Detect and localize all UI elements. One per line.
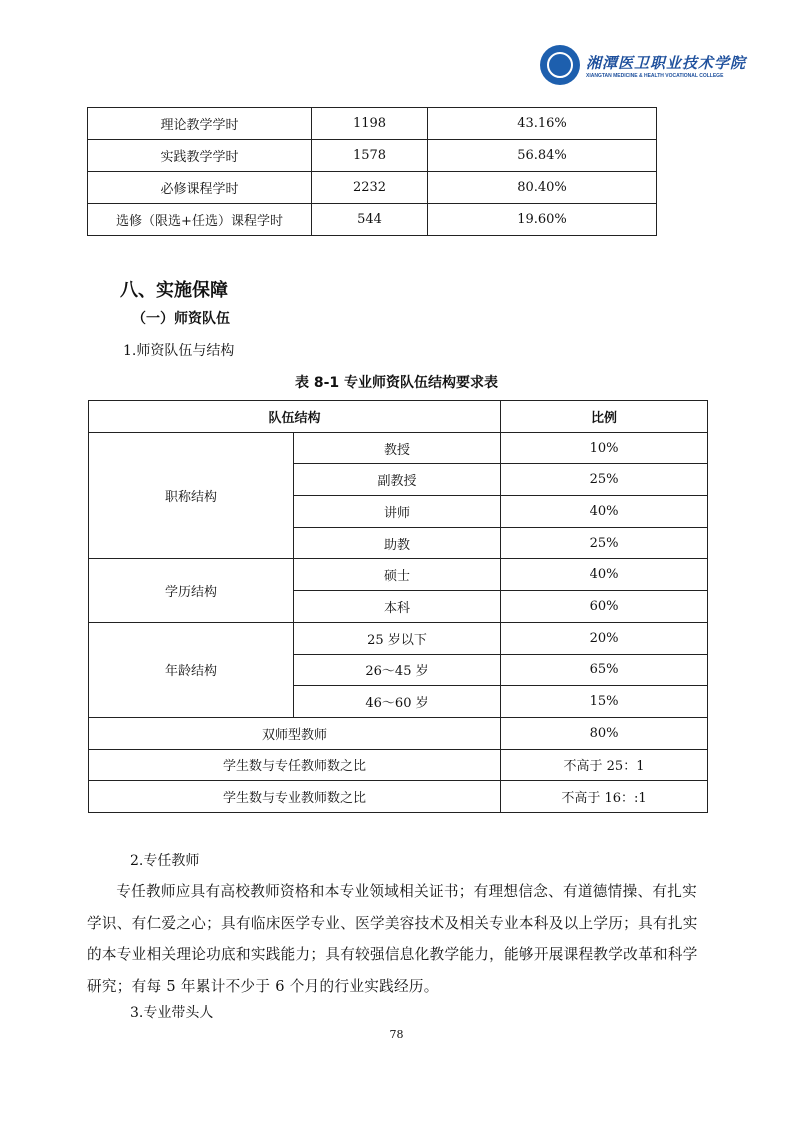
- percent-cell: 80.40%: [428, 172, 657, 204]
- paragraph: 专任教师应具有高校教师资格和本专业领域相关证书；有理想信念、有道德情操、有扎实学识、有仁爱之心；具有临床医学专业、医学美容技术及相关专业本科及以上学历；具有扎实的本专业相关理论功底和实践能力；具有较强信息化教学能力，能够开展课程教学改革和科学研究；有每 5 年累计不少于 6 个月的行业实践经历。: [87, 883, 698, 995]
- table-header-row: [89, 401, 708, 433]
- group-cell: 职称结构: [89, 432, 294, 559]
- category-cell: 25 岁以下: [294, 622, 501, 654]
- item-3-heading: 3.专业带头人: [130, 1005, 214, 1021]
- category-cell: 教授: [294, 432, 501, 464]
- category-cell: 副教授: [294, 464, 501, 496]
- ratio-cell: 80%: [501, 717, 708, 749]
- category-cell: 本科: [294, 591, 501, 623]
- table-row: [88, 172, 657, 204]
- subsection-title: （一）师资队伍: [132, 311, 230, 327]
- hours-cell: 2232: [312, 172, 428, 204]
- category-cell: 双师型教师: [89, 717, 501, 749]
- ratio-cell: 不高于 25：1: [501, 749, 708, 781]
- ratio-cell: 60%: [501, 591, 708, 623]
- category-cell: 学生数与专业教师数之比: [89, 781, 501, 813]
- item-cell: 必修课程学时: [88, 172, 312, 204]
- category-cell: 讲师: [294, 496, 501, 528]
- group-cell: 年龄结构: [89, 622, 294, 717]
- item-2-heading: 2.专任教师: [130, 853, 200, 869]
- hours-cell: 544: [312, 204, 428, 236]
- category-cell: 学生数与专任教师数之比: [89, 749, 501, 781]
- hours-cell: 1198: [312, 108, 428, 140]
- category-cell: 26～45 岁: [294, 654, 501, 686]
- table-row: [88, 140, 657, 172]
- hours-cell: 1578: [312, 140, 428, 172]
- ratio-cell: 20%: [501, 622, 708, 654]
- table-row: [89, 622, 708, 654]
- logo-cn: 湘潭医卫职业技术学院: [586, 53, 747, 72]
- ratio-cell: 65%: [501, 654, 708, 686]
- staff-structure-table: [88, 400, 708, 813]
- ratio-cell: 15%: [501, 686, 708, 718]
- group-cell: 学历结构: [89, 559, 294, 622]
- ratio-cell: 40%: [501, 559, 708, 591]
- header-ratio: 比例: [501, 401, 708, 433]
- percent-cell: 56.84%: [428, 140, 657, 172]
- item-cell: 实践教学学时: [88, 140, 312, 172]
- logo-en: XIANGTAN MEDICINE & HEALTH VOCATIONAL COLLEGE: [586, 72, 724, 79]
- table-row: [89, 559, 708, 591]
- college-logo: [540, 45, 746, 85]
- table-caption: 表 8-1 专业师资队伍结构要求表: [294, 375, 499, 391]
- hours-table: [87, 107, 657, 236]
- page-number: 78: [389, 1028, 404, 1041]
- table-row: [88, 204, 657, 236]
- table-row: [89, 781, 708, 813]
- category-cell: 硕士: [294, 559, 501, 591]
- item-cell: 选修（限选+任选）课程学时: [88, 204, 312, 236]
- table-row: [89, 717, 708, 749]
- section-title: 八、实施保障: [120, 280, 228, 301]
- ratio-cell: 25%: [501, 464, 708, 496]
- table-row: [89, 432, 708, 464]
- ratio-cell: 10%: [501, 432, 708, 464]
- table-row: [89, 749, 708, 781]
- college-seal-icon: [540, 45, 580, 85]
- ratio-cell: 不高于 16：:1: [501, 781, 708, 813]
- category-cell: 助教: [294, 527, 501, 559]
- table-row: [88, 108, 657, 140]
- percent-cell: 19.60%: [428, 204, 657, 236]
- header-structure: 队伍结构: [89, 401, 501, 433]
- category-cell: 46～60 岁: [294, 686, 501, 718]
- ratio-cell: 25%: [501, 527, 708, 559]
- item-cell: 理论教学学时: [88, 108, 312, 140]
- ratio-cell: 40%: [501, 496, 708, 528]
- item-1-heading: 1.师资队伍与结构: [123, 343, 235, 359]
- percent-cell: 43.16%: [428, 108, 657, 140]
